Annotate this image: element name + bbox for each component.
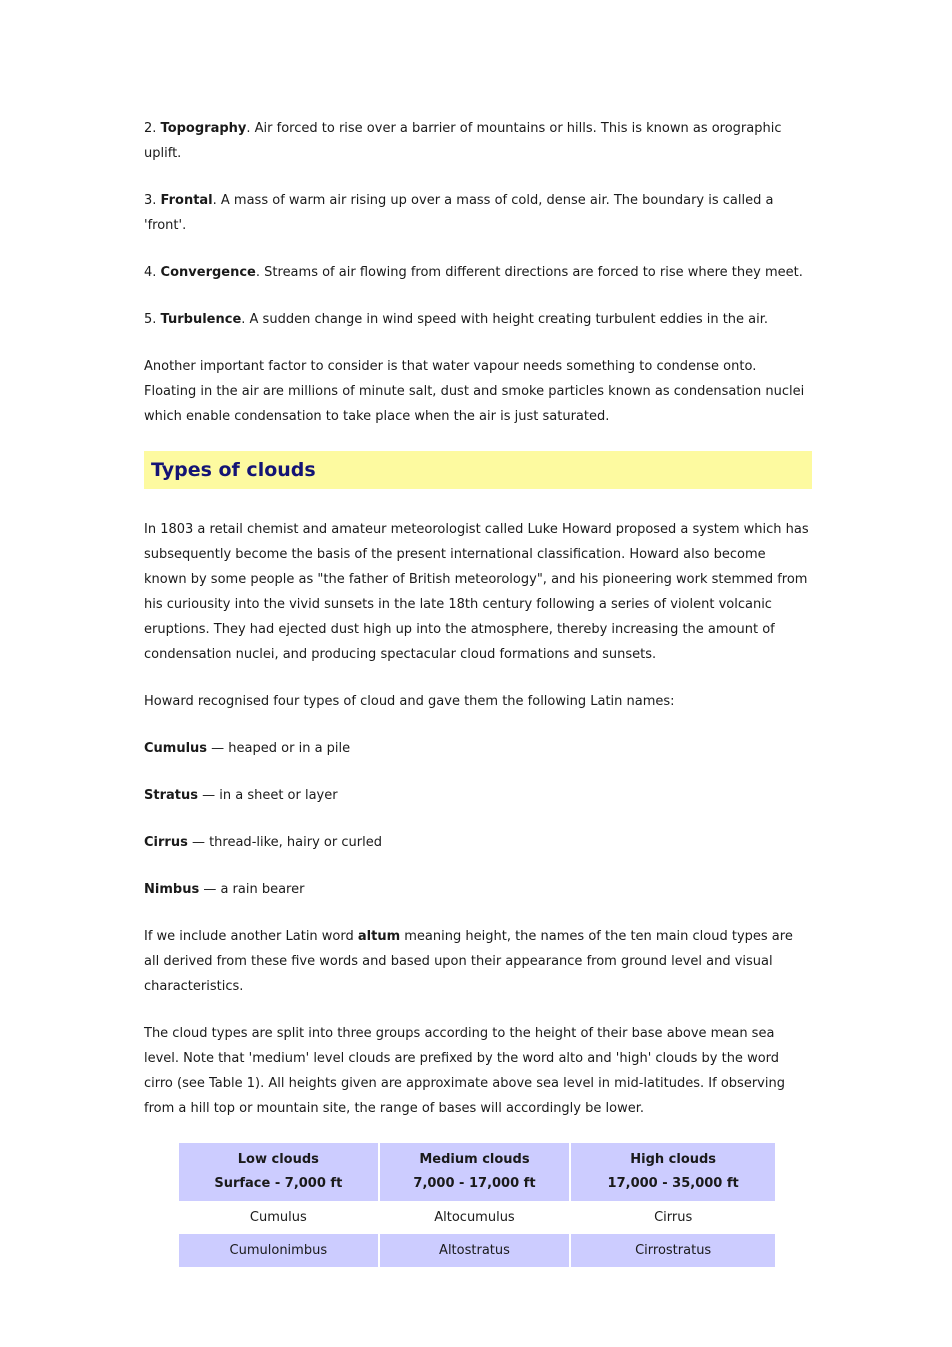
paragraph-altum: If we include another Latin word altum meaning height, the names of the ten main cloud types are all derived from these five words and based upon their appearance from ground level and visual characteristics. bbox=[144, 929, 793, 994]
list-item-turbulence: 5. Turbulence. A sudden change in wind speed with height creating turbulent eddies in the air. bbox=[144, 312, 769, 327]
table-cell: Cumulonimbus bbox=[179, 1234, 378, 1267]
latin-name-nimbus: Nimbus — a rain bearer bbox=[144, 882, 305, 897]
table-row bbox=[179, 1201, 775, 1234]
altum-term: altum bbox=[357, 929, 401, 944]
list-item-frontal: 3. Frontal. A mass of warm air rising up over a mass of cold, dense air. The boundary is called a 'front'. bbox=[144, 193, 774, 233]
list-item-term: Turbulence bbox=[160, 312, 242, 327]
latin-name-stratus: Stratus — in a sheet or layer bbox=[144, 788, 338, 803]
list-item-topography: 2. Topography. Air forced to rise over a barrier of mountains or hills. This is known as orographic uplift. bbox=[144, 121, 782, 161]
list-item-term: Topography bbox=[160, 121, 247, 136]
table-cell: Altocumulus bbox=[380, 1201, 570, 1234]
latin-name-cumulus: Cumulus — heaped or in a pile bbox=[144, 741, 351, 756]
section-heading-types-of-clouds: Types of clouds bbox=[144, 451, 812, 489]
table-row bbox=[179, 1234, 775, 1267]
column-header-high-clouds: High clouds 17,000 - 35,000 ft bbox=[571, 1143, 775, 1201]
list-item-convergence: 4. Convergence. Streams of air flowing from different directions are forced to rise where they meet. bbox=[144, 265, 803, 280]
paragraph-latin-names-intro: Howard recognised four types of cloud and gave them the following Latin names: bbox=[144, 694, 675, 709]
cloud-types-table bbox=[177, 1143, 777, 1267]
table-cell: Cumulus bbox=[179, 1201, 378, 1234]
column-header-low-clouds: Low clouds Surface - 7,000 ft bbox=[179, 1143, 378, 1201]
latin-term: Cumulus bbox=[144, 741, 208, 756]
table-cell: Cirrostratus bbox=[571, 1234, 775, 1267]
paragraph-cloud-groups: The cloud types are split into three groups according to the height of their base above mean sea level. Note that 'medium' level clouds are prefixed by the word alto and 'high' clouds by the word cirro (see Table 1). All heights given are approximate above sea level in mid-latitudes. If observing from a hill top or mountain site, the range of bases will accordingly be lower. bbox=[144, 1026, 785, 1116]
table-cell: Cirrus bbox=[571, 1201, 775, 1234]
table-cell: Altostratus bbox=[380, 1234, 570, 1267]
document-body bbox=[144, 116, 812, 1267]
paragraph-condensation-nuclei: Another important factor to consider is that water vapour needs something to condense onto. Floating in the air are millions of minute salt, dust and smoke particles known as condensation nuclei which enable condensation to take place when the air is just saturated. bbox=[144, 359, 805, 424]
list-item-term: Frontal bbox=[160, 193, 213, 208]
latin-name-cirrus: Cirrus — thread-like, hairy or curled bbox=[144, 835, 382, 850]
table-header-row bbox=[179, 1143, 775, 1201]
latin-term: Nimbus bbox=[144, 882, 200, 897]
paragraph-luke-howard: In 1803 a retail chemist and amateur meteorologist called Luke Howard proposed a system which has subsequently become the basis of the present international classification. Howard also become known by some people as "the father of British meteorology", and his pioneering work stemmed from his curiousity into the vivid sunsets in the late 18th century following a series of violent volcanic eruptions. They had ejected dust high up into the atmosphere, thereby increasing the amount of condensation nuclei, and producing spectacular cloud formations and sunsets. bbox=[144, 522, 809, 662]
latin-term: Stratus bbox=[144, 788, 198, 803]
latin-term: Cirrus bbox=[144, 835, 188, 850]
column-header-medium-clouds: Medium clouds 7,000 - 17,000 ft bbox=[380, 1143, 570, 1201]
list-item-term: Convergence bbox=[160, 265, 256, 280]
